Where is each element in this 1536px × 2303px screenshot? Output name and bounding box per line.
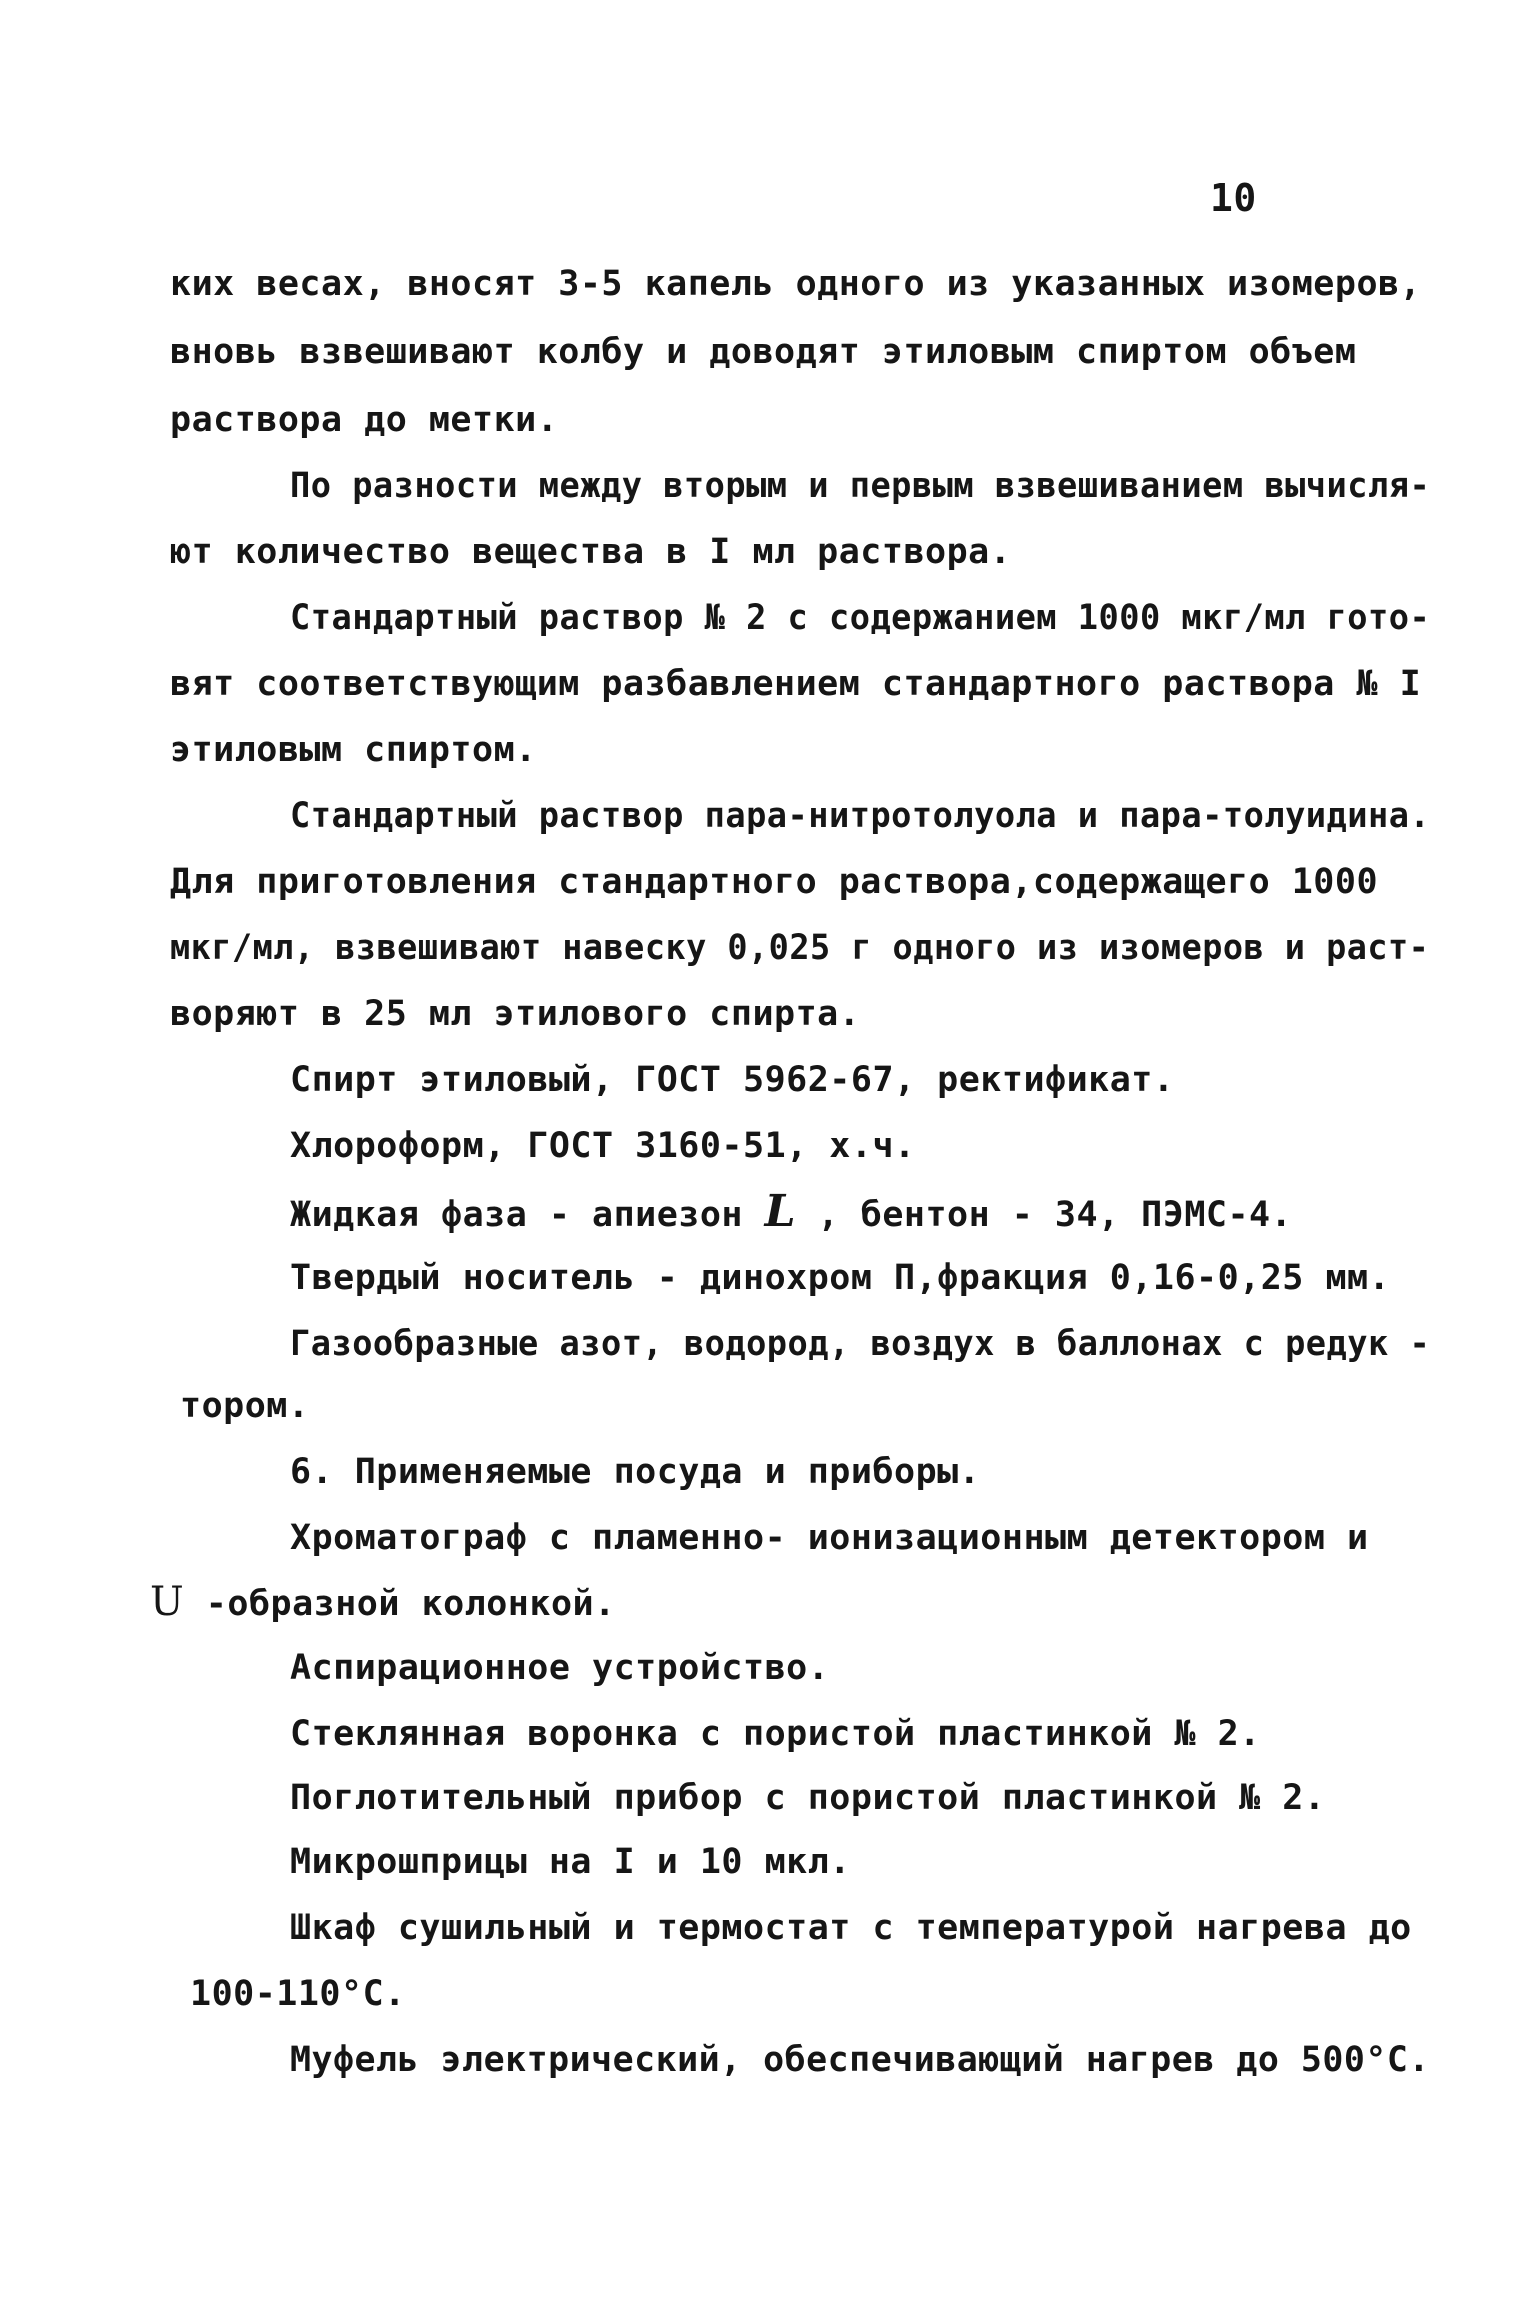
text-line: воряют в 25 мл этилового спирта. <box>170 994 861 1034</box>
text-line: Поглотительный прибор с пористой пластинкой № 2. <box>290 1778 1326 1818</box>
text-line: вят соответствующим разбавлением стандартного раствора № I <box>170 664 1422 704</box>
text-line <box>150 1580 616 1626</box>
text-line: Аспирационное устройство. <box>290 1648 830 1688</box>
text-line <box>290 1186 1293 1237</box>
text-line: Микрошприцы на I и 10 мкл. <box>290 1842 851 1882</box>
text-line: раствора до метки. <box>170 400 559 440</box>
text-line: Стандартный раствор № 2 с содержанием 1000 мкг/мл гото- <box>290 598 1431 638</box>
text-segment: Жидкая фаза - апиезон <box>290 1195 744 1235</box>
text-line: ют количество вещества в I мл раствора. <box>170 532 1012 572</box>
page-number: 10 <box>1210 176 1257 220</box>
text-line: Стеклянная воронка с пористой пластинкой № 2. <box>290 1714 1261 1754</box>
text-line: вновь взвешивают колбу и доводят этиловым спиртом объем <box>170 332 1357 372</box>
text-segment: -образной колонкой. <box>205 1584 616 1624</box>
text-line: ких весах, вносят 3-5 капель одного из указанных изомеров, <box>170 264 1422 304</box>
text-line: Хроматограф с пламенно- ионизационным детектором и <box>290 1518 1369 1558</box>
section-heading: 6. Применяемые посуда и приборы. <box>290 1452 981 1492</box>
text-line: Муфель электрический, обеспечивающий нагрев до 500°С. <box>290 2040 1430 2080</box>
text-line: Хлороформ, ГОСТ 3160-51, х.ч. <box>290 1126 916 1166</box>
text-line: Шкаф сушильный и термостат с температурой нагрева до <box>290 1908 1412 1948</box>
text-line: этиловым спиртом. <box>170 730 537 770</box>
text-segment: , бентон - 34, ПЭМС-4. <box>817 1195 1293 1235</box>
section-heading: Стандартный раствор пара-нитротолуола и пара-толуидина. <box>290 796 1431 836</box>
text-line: 100-110°С. <box>190 1974 406 2014</box>
text-line: мкг/мл, взвешивают навеску 0,025 г одного из изомеров и раст- <box>170 928 1430 968</box>
handwritten-letter-u: U <box>150 1579 185 1625</box>
text-line: По разности между вторым и первым взвешиванием вычисля- <box>290 466 1431 506</box>
text-line: Для приготовления стандартного раствора,содержащего 1000 <box>170 862 1379 902</box>
text-line: Газообразные азот, водород, воздух в баллонах с редук - <box>290 1324 1431 1364</box>
text-line: Спирт этиловый, ГОСТ 5962-67, ректификат. <box>290 1060 1175 1100</box>
handwritten-letter-l: L <box>764 1186 797 1237</box>
text-line: Твердый носитель - динохром П,фракция 0,16-0,25 мм. <box>290 1258 1391 1298</box>
text-line: тором. <box>180 1386 310 1426</box>
